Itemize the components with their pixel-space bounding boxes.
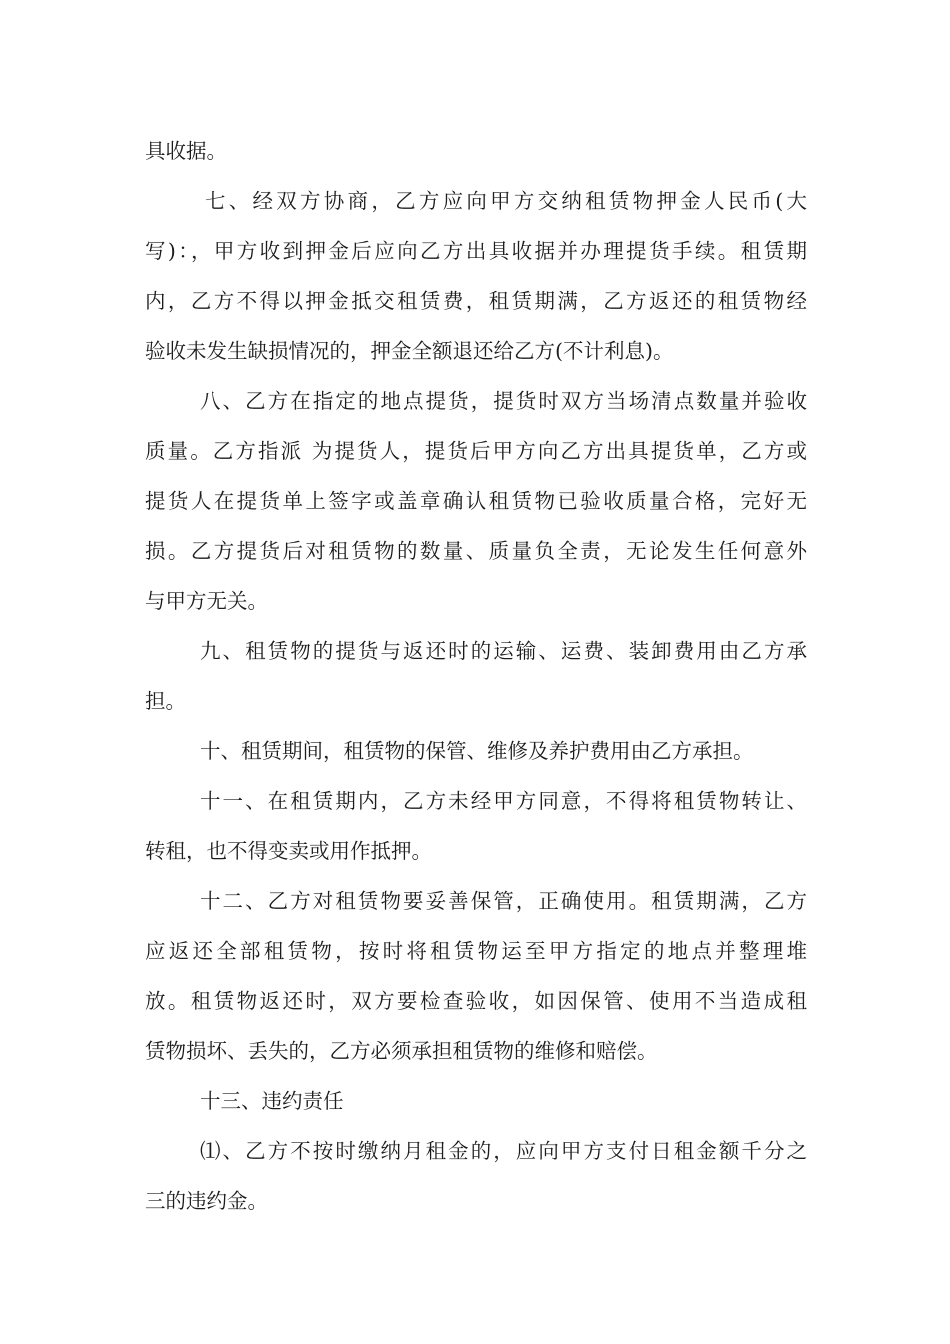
clause-13-item-1-line-1: ⑴、乙方不按时缴纳月租金的，应向甲方支付日租金额千分之 [200, 1139, 807, 1163]
clause-7-line-4: 验收未发生缺损情况的，押金全额退还给乙方(不计利息)。 [145, 339, 674, 363]
clause-11-line-1: 十一、在租赁期内，乙方未经甲方同意，不得将租赁物转让、 [200, 789, 807, 813]
clause-8-line-1: 八、乙方在指定的地点提货，提货时双方当场清点数量并验收 [200, 389, 807, 413]
clause-7-line-1: 七、经双方协商，乙方应向甲方交纳租赁物押金人民币(大 [205, 189, 807, 213]
clause-13-item-1-line-2: 三的违约金。 [145, 1189, 268, 1213]
clause-8-line-2: 质量。乙方指派 为提货人，提货后甲方向乙方出具提货单，乙方或 [145, 439, 807, 463]
clause-8-line-4: 损。乙方提货后对租赁物的数量、质量负全责，无论发生任何意外 [145, 539, 807, 563]
clause-12-line-3: 放。租赁物返还时，双方要检查验收，如因保管、使用不当造成租 [145, 989, 807, 1013]
clause-7-line-3: 内，乙方不得以押金抵交租赁费，租赁期满，乙方返还的租赁物经 [145, 289, 807, 313]
clause-6-ending-line: 具收据。 [145, 139, 227, 163]
clause-13-heading: 十三、违约责任 [200, 1089, 344, 1113]
clause-12-line-2: 应返还全部租赁物，按时将租赁物运至甲方指定的地点并整理堆 [145, 939, 807, 963]
clause-12-line-4: 赁物损坏、丢失的，乙方必须承担租赁物的维修和赔偿。 [145, 1039, 658, 1063]
clause-8-line-3: 提货人在提货单上签字或盖章确认租赁物已验收质量合格，完好无 [145, 489, 807, 513]
clause-7-line-2: 写)：，甲方收到押金后应向乙方出具收据并办理提货手续。租赁期 [145, 239, 807, 263]
clause-11-line-2: 转租，也不得变卖或用作抵押。 [145, 839, 432, 863]
clause-9-line-2: 担。 [145, 689, 186, 713]
clause-9-line-1: 九、租赁物的提货与返还时的运输、运费、装卸费用由乙方承 [200, 639, 807, 663]
clause-8-line-5: 与甲方无关。 [145, 589, 268, 613]
clause-10-line-1: 十、租赁期间，租赁物的保管、维修及养护费用由乙方承担。 [200, 739, 754, 763]
clause-12-line-1: 十二、乙方对租赁物要妥善保管，正确使用。租赁期满，乙方 [200, 889, 807, 913]
